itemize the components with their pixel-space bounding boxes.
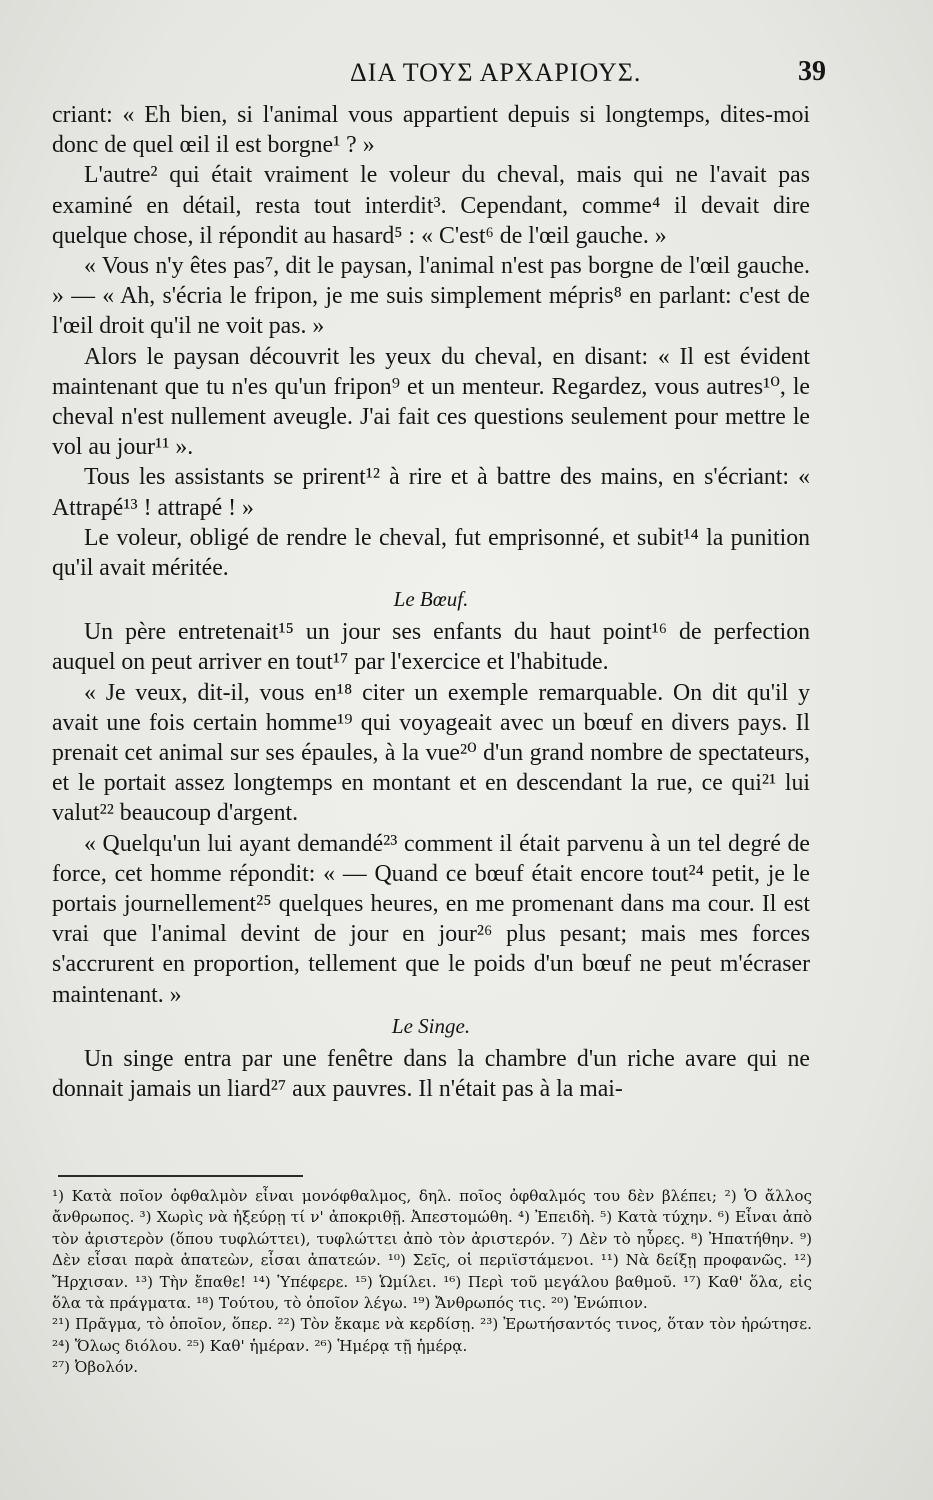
paragraph: « Quelqu'un lui ayant demandé²³ comment il était parvenu à un tel degré de force, cet homme répondit: « — Quand ce bœuf était encore tout²⁴ petit, je le portais journellement²⁵ quelques heures, en me promenant dans ma cour. Il est vrai que l'animal devint de jour en jour²⁶ plus pesant; mais mes forces s'accrurent en proportion, tellement que le poids d'un bœuf ne peut m'écraser maintenant. » bbox=[52, 830, 810, 1008]
paragraph: criant: « Eh bien, si l'animal vous appartient depuis si longtemps, dites-moi donc de quel œil il est borgne¹ ? » bbox=[52, 102, 810, 159]
paragraph: « Je veux, dit-il, vous en¹⁸ citer un exemple remarquable. On dit qu'il y avait une fois certain homme¹⁹ qui voyageait avec un bœuf en divers pays. Il prenait cet animal sur ses épaules, à la vue²⁰ d'un grand nombre de spectateurs, et le portait assez longtemps en montant et en descendant la rue, ce qui²¹ lui valut²² beaucoup d'argent. bbox=[52, 679, 810, 827]
footnotes bbox=[52, 1186, 812, 1379]
main-text bbox=[52, 100, 810, 1104]
footnote-block: ²⁷) Ὀβολόν. bbox=[52, 1358, 139, 1377]
paragraph: Un père entretenait¹⁵ un jour ses enfants du haut point¹⁶ de perfection auquel on peut arriver en tout¹⁷ par l'exercice et l'habitude. bbox=[52, 619, 810, 676]
paragraph: Le voleur, obligé de rendre le cheval, fut emprisonné, et subit¹⁴ la punition qu'il avait méritée. bbox=[52, 524, 810, 582]
footnote-block: ¹) Κατὰ ποῖον ὀφθαλμὸν εἶναι μονόφθαλμος, δηλ. ποῖος ὀφθαλμός του δὲν βλέπει; ²) Ὁ ἄλλος ἄνθρωπος. ³) Χωρὶς νὰ ἠξεύρῃ τί ν' ἀποκριθῇ. Ἀπεστομώθη. ⁴) Ἐπειδὴ. ⁵) Κατὰ τύχην. ⁶) Εἶναι ἀπὸ τὸν ἀριστερὸν (ὅπου τυφλώττει), τυφλώττει ἀπὸ τὸν ἀριστερόν. ⁷) Δὲν τὸ ηὗρες. ⁸) Ἠπατήθην. ⁹) Δὲν εἶσαι παρὰ ἀπατεὼν, εἶσαι ἀπατεών. ¹⁰) Σεῖς, οἱ περιϊστάμενοι. ¹¹) Νὰ δείξῃ προφανῶς. ¹²) Ἤρχισαν. ¹³) Τὴν ἔπαθε! ¹⁴) Ὑπέφερε. ¹⁵) Ὡμίλει. ¹⁶) Περὶ τοῦ μεγάλου βαθμοῦ. ¹⁷) Καθ' ὅλα, εἰς ὅλα τὰ πράγματα. ¹⁸) Τούτου, τὸ ὁποῖον λέγω. ¹⁹) Ἄνθρωπός τις. ²⁰) Ἐνώπιον. bbox=[52, 1187, 812, 1313]
section-title-singe: Le Singe. bbox=[391, 1013, 471, 1038]
section-title-boeuf: Le Bœuf. bbox=[393, 587, 469, 612]
page-number: 39 bbox=[798, 56, 826, 87]
paragraph: « Vous n'y êtes pas⁷, dit le paysan, l'animal n'est pas borgne de l'œil gauche. » — « Ah, s'écria le fripon, je me suis simplement mépris⁸ en parlant: c'est de l'œil droit qu'il ne voit pas. » bbox=[52, 253, 810, 340]
running-title: ΔΙΑ ΤΟΥΣ ΑΡΧΑΡΙΟΥΣ. bbox=[350, 58, 642, 87]
footnote-block: ²¹) Πρᾶγμα, τὸ ὁποῖον, ὅπερ. ²²) Τὸν ἔκαμε νὰ κερδίσῃ. ²³) Ἐρωτήσαντός τινος, ὅταν τὸν ἠρώτησε. ²⁴) Ὅλως διόλου. ²⁵) Καθ' ἡμέραν. ²⁶) Ἡμέρᾳ τῇ ἡμέρᾳ. bbox=[52, 1315, 812, 1355]
footnote-divider bbox=[58, 1175, 303, 1177]
paragraph: Un singe entra par une fenêtre dans la chambre d'un riche avare qui ne donnait jamais un liard²⁷ aux pauvres. Il n'était pas à la mai- bbox=[52, 1045, 810, 1103]
paragraph: Tous les assistants se prirent¹² à rire et à battre des mains, en s'écriant: « Attrapé¹³ ! attrapé ! » bbox=[52, 464, 810, 521]
paragraph: Alors le paysan découvrit les yeux du cheval, en disant: « Il est évident maintenant que tu n'es qu'un fripon⁹ et un menteur. Regardez, vous autres¹⁰, le cheval n'est nullement aveugle. J'ai fait ces questions seulement pour mettre le vol au jour¹¹ ». bbox=[52, 343, 810, 461]
paragraph: L'autre² qui était vraiment le voleur du cheval, mais qui ne l'avait pas examiné en détail, resta tout interdit³. Cependant, comme⁴ il devait dire quelque chose, il répondit au hasard⁵ : « C'est⁶ de l'œil gauche. » bbox=[52, 162, 810, 249]
page-header bbox=[0, 58, 933, 98]
